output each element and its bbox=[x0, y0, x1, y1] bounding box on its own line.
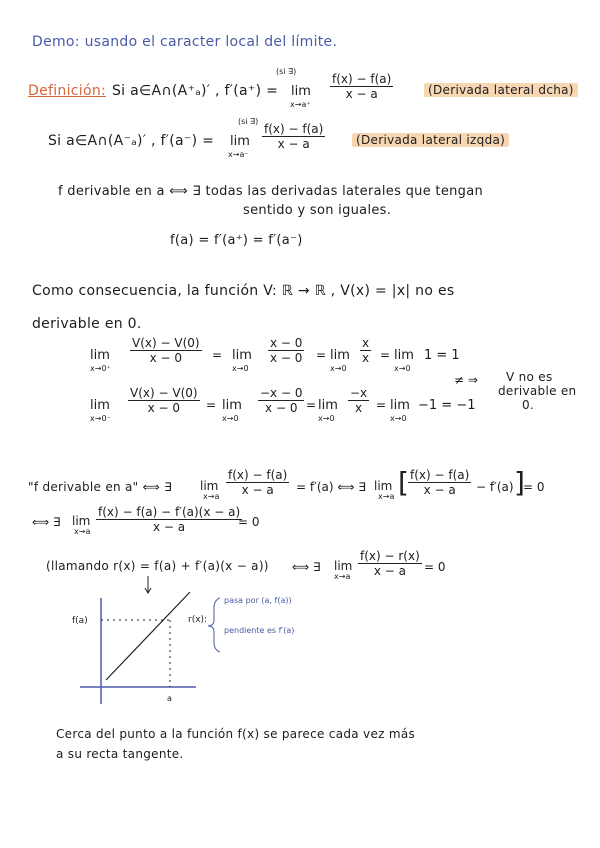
r1-frac2-num: x − 0 bbox=[270, 336, 303, 350]
note-line2: derivable en bbox=[498, 384, 577, 398]
equiv-lim3-sub: x→a bbox=[74, 527, 91, 536]
def1-condition: (si ∃) bbox=[276, 67, 297, 76]
def1-numerator: f(x) − f(a) bbox=[332, 72, 392, 86]
r1-lim4-sub: x→0 bbox=[394, 364, 411, 373]
graph-y-label: f(a) bbox=[72, 616, 88, 626]
brace-line2: pendiente es f′(a) bbox=[224, 626, 295, 635]
equiv-lim2-sub: x→a bbox=[378, 492, 395, 501]
tangent-line bbox=[106, 592, 190, 680]
def2-numerator: f(x) − f(a) bbox=[264, 122, 324, 136]
equiv-lim3: lim bbox=[72, 514, 91, 528]
r2-lim-sub: x→0⁻ bbox=[90, 414, 111, 423]
r2-lim2-sub: x→0 bbox=[222, 414, 239, 423]
equiv-row3-pre: (llamando r(x) = f(a) + f′(a)(x − a)) bbox=[46, 559, 269, 573]
definition-label: Definición: bbox=[28, 83, 107, 99]
r1-eq1: = bbox=[212, 348, 223, 362]
derivable-line1: f derivable en a ⟺ ∃ todas las derivadas laterales que tengan bbox=[58, 184, 484, 199]
equiv-row3-end: = 0 bbox=[424, 560, 446, 574]
equiv-lim4: lim bbox=[334, 559, 353, 573]
r1-frac2-den: x − 0 bbox=[270, 351, 303, 365]
r2-lim3-sub: x→0 bbox=[318, 414, 335, 423]
left-bracket: [ bbox=[398, 466, 409, 499]
def2-lim: lim bbox=[230, 134, 250, 149]
consequence-line2: derivable en 0. bbox=[32, 316, 142, 332]
def1-denominator: x − a bbox=[330, 86, 393, 101]
equiv-lim4-sub: x→a bbox=[334, 572, 351, 581]
right-bracket: ] bbox=[514, 466, 525, 499]
r1-lim-sub: x→0⁺ bbox=[90, 364, 111, 373]
equiv-row2-pre: ⟺ ∃ bbox=[32, 515, 61, 529]
r2-lim: lim bbox=[90, 398, 110, 413]
def1-lim-sub: x→a⁺ bbox=[290, 100, 311, 109]
r1-lim3: lim bbox=[330, 348, 350, 363]
r1-eq2: = bbox=[316, 348, 327, 362]
def2-condition: (si ∃) bbox=[238, 117, 259, 126]
r2-lim2: lim bbox=[222, 398, 242, 413]
graph-x-label: a bbox=[167, 694, 172, 703]
equiv-frac3-num: f(x) − f(a) − f′(a)(x − a) bbox=[98, 505, 241, 519]
derivable-line2: sentido y son iguales. bbox=[243, 203, 392, 218]
equiv-lim1: lim bbox=[200, 479, 219, 493]
equiv-mid: = f′(a) ⟺ ∃ bbox=[296, 480, 366, 494]
equiv-quote: "f derivable en a" ⟺ ∃ bbox=[28, 480, 173, 494]
r2-result: −1 = −1 bbox=[418, 398, 476, 413]
r1-eq3: = bbox=[380, 348, 391, 362]
left-derivative-tag: (Derivada lateral izqda) bbox=[352, 133, 509, 147]
r2-lim4-sub: x→0 bbox=[390, 414, 407, 423]
equiv-lim2: lim bbox=[374, 479, 393, 493]
r2-eq2: = bbox=[306, 398, 317, 412]
consequence-line1: Como consecuencia, la función V: ℝ → ℝ , V(x) = |x| no es bbox=[32, 283, 455, 299]
def2-text: Si a∈A∩(A⁻ₐ)′ , f′(a⁻) = bbox=[48, 133, 215, 149]
brace bbox=[208, 598, 220, 652]
def1-text: Si a∈A∩(A⁺ₐ)′ , f′(a⁺) = bbox=[112, 83, 279, 99]
def2-denominator: x − a bbox=[262, 136, 325, 151]
r1-result: 1 = 1 bbox=[424, 348, 460, 363]
equiv-frac4-den: x − a bbox=[358, 563, 422, 578]
equiv-row3-mid: ⟺ ∃ bbox=[292, 560, 321, 574]
r2-eq1: = bbox=[206, 398, 217, 412]
r1-lim2: lim bbox=[232, 348, 252, 363]
equiv-frac3-den: x − a bbox=[96, 519, 242, 534]
closing-line1: Cerca del punto a la función f(x) se parece cada vez más bbox=[56, 727, 416, 741]
note-line1: V no es bbox=[506, 370, 553, 384]
closing-line2: a su recta tangente. bbox=[56, 747, 184, 761]
equiv-end: = 0 bbox=[523, 480, 545, 494]
r2-frac1-num: V(x) − V(0) bbox=[130, 386, 198, 400]
equiv-frac1-den: x − a bbox=[226, 482, 289, 497]
brace-line1: pasa por (a, f(a)) bbox=[224, 596, 292, 605]
r2-frac2-den: x − 0 bbox=[258, 400, 304, 415]
r2-lim3: lim bbox=[318, 398, 338, 413]
graph-r-label: r(x): bbox=[188, 615, 208, 625]
equiv-lim1-sub: x→a bbox=[203, 492, 220, 501]
equiv-minus: − f′(a) bbox=[476, 480, 514, 494]
r2-frac2-num: −x − 0 bbox=[260, 386, 303, 400]
r1-lim2-sub: x→0 bbox=[232, 364, 249, 373]
r1-frac1-num: V(x) − V(0) bbox=[132, 336, 200, 350]
equiv-frac4-num: f(x) − r(x) bbox=[360, 549, 420, 563]
equiv-frac1-num: f(x) − f(a) bbox=[228, 468, 288, 482]
r1-lim4: lim bbox=[394, 348, 414, 363]
equiv-frac2-num: f(x) − f(a) bbox=[410, 468, 470, 482]
equiv-row2-end: = 0 bbox=[238, 515, 260, 529]
equiv-frac2-den: x − a bbox=[408, 482, 471, 497]
r2-frac1-den: x − 0 bbox=[128, 400, 200, 415]
r1-lim3-sub: x→0 bbox=[330, 364, 347, 373]
def2-lim-sub: x→a⁻ bbox=[228, 150, 249, 159]
page-title: Demo: usando el caracter local del límite. bbox=[32, 34, 338, 50]
right-derivative-tag: (Derivada lateral dcha) bbox=[424, 83, 578, 97]
r1-frac3-den: x bbox=[362, 351, 370, 365]
r2-lim4: lim bbox=[390, 398, 410, 413]
def1-lim: lim bbox=[291, 84, 311, 99]
r1-lim: lim bbox=[90, 348, 110, 363]
r2-frac3-den: x bbox=[348, 400, 369, 415]
not-equal-implies: ≠ ⇒ bbox=[454, 373, 478, 387]
derivable-equality: f(a) = f′(a⁺) = f′(a⁻) bbox=[170, 233, 303, 248]
r2-eq3: = bbox=[376, 398, 387, 412]
r1-frac1-den: x − 0 bbox=[130, 350, 202, 365]
r1-frac3-num: x bbox=[362, 336, 370, 350]
r2-frac3-num: −x bbox=[350, 386, 368, 400]
note-line3: 0. bbox=[522, 398, 535, 412]
